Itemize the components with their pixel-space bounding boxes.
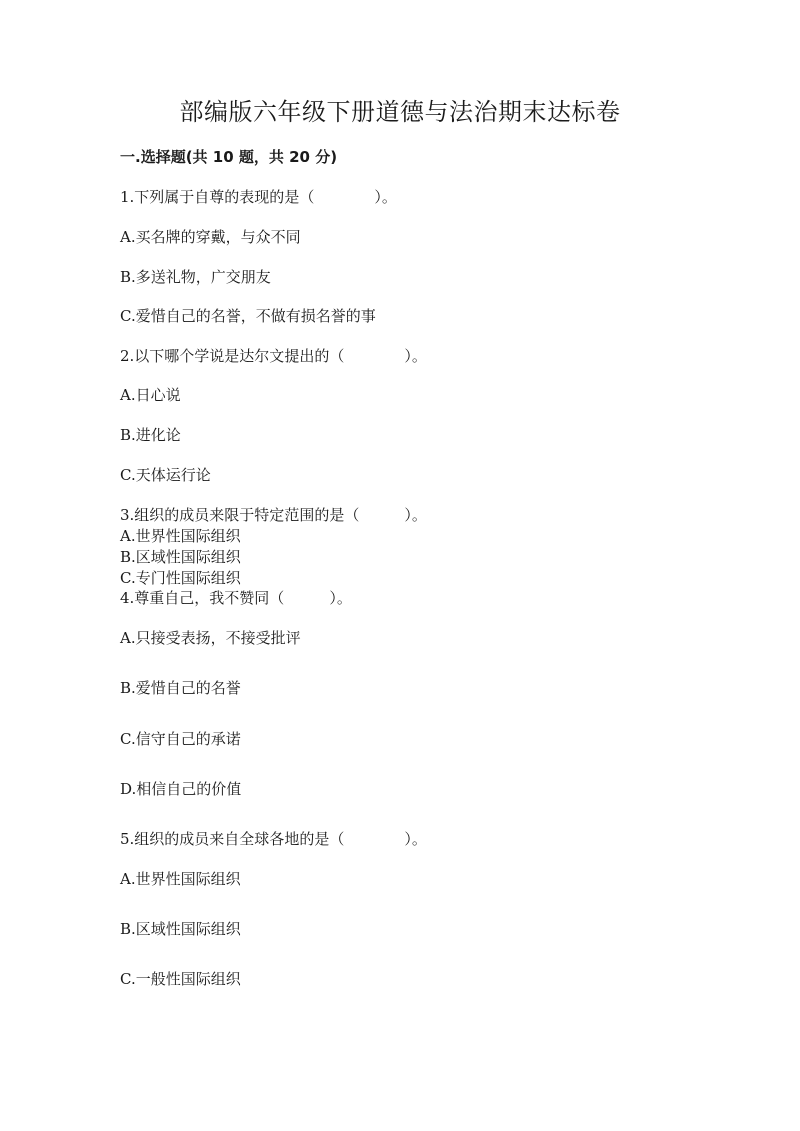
question-4-option-a: A.只接受表扬，不接受批评	[120, 629, 301, 647]
question-1-option-a: A.买名牌的穿戴，与众不同	[120, 228, 301, 246]
question-5-stem: 5.组织的成员来自全球各地的是（ ）。	[120, 830, 427, 848]
question-3-option-c: C.专门性国际组织	[120, 569, 241, 587]
question-5-option-a: A.世界性国际组织	[120, 870, 241, 888]
question-3-option-a: A.世界性国际组织	[120, 527, 241, 545]
question-3-stem: 3.组织的成员来限于特定范围的是（ ）。	[120, 506, 427, 524]
question-5-option-b: B.区域性国际组织	[120, 920, 241, 938]
question-4-option-c: C.信守自己的承诺	[120, 730, 241, 748]
question-4-stem: 4.尊重自己，我不赞同（ ）。	[120, 589, 352, 607]
question-4-option-b: B.爱惜自己的名誉	[120, 679, 241, 697]
question-3-option-b: B.区域性国际组织	[120, 548, 241, 566]
question-1-option-c: C.爱惜自己的名誉，不做有损名誉的事	[120, 307, 376, 325]
question-2-option-c: C.天体运行论	[120, 466, 211, 484]
question-2-stem: 2.以下哪个学说是达尔文提出的（ ）。	[120, 347, 427, 365]
question-1-option-b: B.多送礼物，广交朋友	[120, 268, 271, 286]
question-5-option-c: C.一般性国际组织	[120, 970, 241, 988]
question-2-option-b: B.进化论	[120, 426, 181, 444]
question-1-stem: 1.下列属于自尊的表现的是（ ）。	[120, 188, 397, 206]
section-heading: 一.选择题(共 10 题，共 20 分)	[120, 148, 338, 166]
page-title: 部编版六年级下册道德与法治期末达标卷	[179, 98, 621, 126]
question-2-option-a: A.日心说	[120, 386, 181, 404]
question-4-option-d: D.相信自己的价值	[120, 780, 242, 798]
